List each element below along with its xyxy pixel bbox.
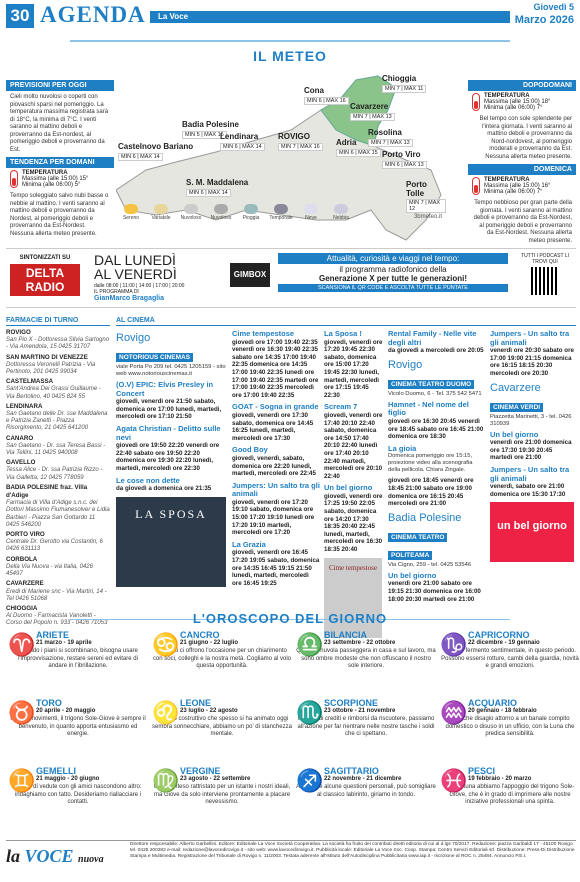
film-showtimes: venerdì ore 20:30 sabato ore 17:00 19:00 21:15 domenica ore 16:15 18:15 20:30 mercoledì ore 20:30	[490, 347, 574, 377]
pharmacy-city: GAVELLO	[6, 459, 36, 467]
cinema-city: Rovigo	[116, 332, 151, 344]
ad-left: SINTONIZZATI SU DELTA RADIO	[10, 255, 80, 296]
film-title: Rental Family - Nelle vite degli altri	[388, 329, 477, 347]
sign-ariete	[8, 630, 148, 671]
film-title: Le cose non dette	[116, 475, 180, 485]
thermometer-icon	[472, 93, 480, 111]
film-list	[490, 330, 576, 378]
pharmacy-item	[6, 531, 110, 554]
poster-cime-tempestose: Cime tempestose	[324, 558, 382, 638]
sign-name: SAGITTARIO	[324, 766, 379, 776]
domenica-label: DOMENICA	[468, 164, 576, 175]
zodiac-icon: ♈	[8, 632, 36, 657]
temp-max: Massima (alle 15:00) 15°	[22, 176, 89, 182]
city-porto-viro: Porto Viro MIN 6 | MAX 13	[382, 150, 427, 169]
legend-nuvoloso-icon: Nuvoloso	[176, 204, 206, 221]
city-sm-maddalena: S. M. Maddalena MIN 6 | MAX 14	[186, 178, 249, 196]
zodiac-icon: ♋	[152, 632, 180, 657]
pharmacy-city: PORTO VIRO	[6, 531, 45, 539]
sign-name: VERGINE	[180, 766, 221, 776]
sign-acquario	[440, 698, 580, 739]
sign-text: Un malinteso rattristato per un istante i nostri ideali, ma Giove da solo interviene prontamente a placare nevessismo.	[153, 784, 291, 805]
legend-nebbia-icon: Nebbia	[326, 204, 356, 221]
sign-text: Qualche nuvola passeggera in casa e sul lavoro, ma sono ombre modeste che non offuscano il nostro sole interiore.	[296, 648, 436, 669]
footer-credits: Direttore responsabile: Alberto Garbellini. Editore: Editoriale La Voce Società Cooperativa. La società ha fruito dei contributi diretti editoria di cui al d.lgs 70/2017. Redazione: piazza Garibaldi 17 - 45100 Rovigo tel. 0425 200282 e-mail: redazione@lavocedirovigo.it - sito web: www.lavocedirovigo.it. Pubblicità locale: Editoriale La Voce Soc. Coop. Stampa: Centro Servizi Editoriali srl. Distribuzione: Press-Di Distribuzione Stampa e Multimedia. Registrazione del Tribunale di Rovigo n. 11/2003. Testata aderente all'Istituto dell'Autodisciplina Pubblicitaria www.iap.it - Iscrizione al ROC n. 25484. Annuncio P.E.I.	[130, 842, 575, 859]
radio-ad	[6, 248, 576, 308]
cinema-address: Piazzetta Marinetti, 3 - tel. 0426 310939	[490, 413, 572, 427]
sign-text: Qualche disagio attorno a un banale compito domestico o disuso in un ufficio, con la Luna che predica sensibilità.	[445, 716, 575, 737]
sign-name: CAPRICORNO	[468, 630, 530, 640]
sign-name: ARIETE	[36, 630, 70, 640]
sign-name: CANCRO	[180, 630, 220, 640]
film-showtimes: giovedì ore 18:45 venerdì ore 18:45 21:00 sabato ore 19:00 domenica ore 16:15 20:45 mercoledì ore 21:00	[388, 477, 474, 508]
city-lendinara: Lendinara MIN 6 | MAX 14	[220, 132, 265, 151]
film-showtimes: venerdì, sabato ore 21:00 domenica ore 15:30 17:30	[490, 483, 566, 498]
sign-dates: 23 ottobre - 21 novembre	[324, 708, 396, 714]
film-title: Jumpers - Un salto tra gli animali	[490, 329, 570, 347]
cinema-address: viale Porta Po 209 tel. 0425 1205159 - sito web www.notoriouscinemas.it	[116, 364, 226, 377]
zodiac-icon: ♍	[152, 768, 180, 793]
temp-label: TEMPERATURA	[484, 93, 530, 99]
sign-dates: 19 febbraio - 20 marzo	[468, 776, 532, 782]
zodiac-icon: ♑	[440, 632, 468, 657]
zodiac-icon: ♌	[152, 700, 180, 725]
film-list	[490, 431, 576, 499]
film-title: La Sposa !	[324, 329, 362, 338]
pharmacy-city: CAVARZERE	[6, 580, 44, 588]
divider	[70, 40, 510, 42]
film-showtimes: giovedì, venerdì ore 17:20 19:10 sabato, domenica ore 15:00 17:20 19:10 lunedì ore 17:20 19:10 martedì, mercoledì ore 17:20	[232, 498, 315, 537]
sign-dates: 23 agosto - 22 settembre	[180, 776, 251, 782]
film-title: La Grazia	[232, 539, 266, 549]
cinema-title: AL CINEMA	[116, 316, 576, 326]
film-title: Jumpers - Un salto tra gli animali	[490, 464, 570, 483]
ad-podcast: TUTTI I PODCAST LI TROVI QUI	[518, 253, 572, 297]
city-badia-polesine: Badia Polesine MIN 5 | MAX 15	[182, 120, 239, 138]
dopodomani-text: Bel tempo con sole splendente per l'intera giornata. I venti saranno al mattino deboli e proverranno da Nord-nordovest, al pomeriggio moderati e proverranno da Est. Nessuna allerta meteo presente.	[479, 116, 572, 160]
film-showtimes: giovedì, venerdì ore 17:25 19:50 22:05 sabato, domenica ore 14:20 17:30 18:35 20:40 22:45 lunedì, martedì, mercoledì ore 16:30 18:35 20:40	[324, 492, 383, 554]
farmacie-list	[6, 329, 110, 628]
film-showtimes: venerdì ore 21:00 domenica ore 17:30 19:30 20:45 martedì ore 21:00	[490, 439, 572, 462]
sign-text: I pianeti ci offrono l'occasione per un chiarimento con soci, colleghi e la nostra metà. Cogliamo al volo questa opportunità.	[152, 648, 292, 669]
sign-name: SCORPIONE	[324, 698, 379, 708]
sign-name: LEONE	[180, 698, 212, 708]
film-showtimes: giovedì, venerdì ore 17:40 20:10 22:40 sabato, domenica ore 14:50 17:40 20:10 22:40 lunedì ore 17:40 20:10 22:40 martedì, mercoledì ore 20:10 22:40	[324, 411, 383, 480]
pharmacy-address: Dottoressa Veronelli Patrizia - Via Pertinoto, 201 0425 99034	[6, 361, 96, 376]
sign-name: PESCI	[468, 766, 496, 776]
delta-radio-logo: DELTA RADIO	[10, 264, 80, 296]
zodiac-icon: ♒	[440, 700, 468, 725]
farmacie-section	[6, 316, 110, 630]
film-title: Un bel giorno	[324, 483, 373, 493]
film-list	[388, 330, 486, 355]
legend-pioggia-icon: Pioggia	[236, 204, 266, 221]
poster-un-bel-giorno: un bel giorno	[490, 502, 574, 562]
sign-gemelli	[8, 766, 148, 807]
film-title: (O.V) EPIC: Elvis Presley in Concert	[116, 380, 214, 398]
pharmacy-address: San Gaetano delle Dr. sse Maddalena e Patrizia Zanetti - Piazza Risorgimento, 21 0425 641200	[6, 411, 108, 432]
film-title: Un bel giorno	[490, 429, 539, 439]
sign-dates: 20 gennaio - 18 febbraio	[468, 708, 537, 714]
cinema-banner: POLITEAMA	[388, 551, 432, 560]
pharmacy-item	[6, 378, 110, 401]
city-cavarzere: Cavarzere MIN 7 | MAX 13	[350, 102, 395, 121]
temp-min: Minima (alle 06:00) 5°	[22, 182, 81, 188]
polesine-map	[116, 70, 446, 270]
sign-bilancia	[296, 630, 436, 671]
pharmacy-address: Della Via Nuova - via Italia, 0426 45497	[6, 563, 93, 578]
film-showtimes: da giovedì a domenica ore 21:35	[116, 485, 212, 493]
zodiac-icon: ♐	[296, 768, 324, 793]
film-title: Cime tempestose	[232, 329, 295, 338]
sign-scorpione	[296, 698, 436, 739]
sign-dates: 23 settembre - 22 ottobre	[324, 640, 396, 646]
cinema-address: Via Cigno, 259 - tel. 0425 53546	[388, 561, 472, 568]
legend-sereno-icon: Sereno	[116, 204, 146, 221]
sign-dates: 21 giugno - 22 luglio	[180, 640, 239, 646]
city-rovigo: ROVIGO MIN 7 | MAX 16	[278, 132, 323, 151]
header-tag: La Voce	[150, 11, 510, 23]
legend-coperto-icon: Nuvoloso	[206, 204, 236, 221]
sign-text: Impulso costruttivo che spesso si ha animato oggi sembra sonnecchiare, abbiamo un po' di stanchezza mentale.	[152, 716, 292, 737]
zodiac-icon: ♓	[440, 768, 468, 793]
sign-name: TORO	[36, 698, 62, 708]
pharmacy-item	[6, 484, 110, 529]
film-showtimes: giovedì ore 17:00 19:40 22:35 venerdì ore 16:30 19:40 22:35 sabato ore 14:35 17:00 19:40 22:35 domenica ore 14:35 17:00 19:40 22:35 lunedì ore 17:00 19:40 22:35 martedì ore 17:00 19:40 22:35 mercoledì ore 17:00 19:40 22:35	[232, 338, 319, 399]
film-title: Hamnet - Nel nome del figlio	[388, 399, 469, 418]
sign-sagittario	[296, 766, 436, 799]
gimbox-logo: GIMBOX	[230, 263, 270, 287]
pharmacy-address: Tessa Alice - Dr. ssa Patrizia Rizzo - Via Galletta, 12 0425 778059	[6, 467, 103, 481]
qr-code-icon	[531, 267, 559, 295]
cinema-banner: CINEMA VERDI	[490, 403, 543, 412]
temp-label: TEMPERATURA	[22, 170, 68, 176]
section-title: AGENDA	[40, 2, 146, 27]
film-note: Domenica pomeriggio ore 15:15, proiezione video alla scenografia della pellicola. Chiara Zingale.	[388, 453, 473, 474]
pharmacy-city: CHIOGGIA	[6, 604, 38, 612]
sign-dates: 22 dicembre - 19 gennaio	[468, 640, 540, 646]
pharmacy-address: San Gaetano - Dr. ssa Teresa Bassi - Via Tellini, 11 0425 940008	[6, 442, 106, 457]
cinema-col-5	[490, 330, 576, 562]
film-showtimes: giovedì, venerdì ore 17:30 sabato, domenica ore 14:45 16:25 lunedì, martedì, mercoledì ore 17:30	[232, 411, 314, 442]
legend-variabile-icon: Variabile	[146, 204, 176, 221]
cinema-section	[116, 316, 580, 326]
header-day: Giovedì 5	[533, 2, 574, 12]
film-title: Good Boy	[232, 445, 268, 455]
sign-dates: 20 aprile - 20 maggio	[36, 708, 96, 714]
zodiac-icon: ♊	[8, 768, 36, 793]
city-cona: Cona MIN 6 | MAX 16	[304, 86, 349, 105]
sign-name: ACQUARIO	[468, 698, 517, 708]
film-title: La gioia	[388, 443, 417, 453]
city-rosolina: Rosolina MIN 7 | MAX 13	[368, 128, 413, 147]
film-showtimes: giovedì ore 16:30 20:45 venerdì ore 18:45 sabato ore 16:45 21:00 domenica ore 18:30	[388, 417, 484, 441]
film-title: Scream 7	[324, 402, 358, 412]
film-list	[388, 572, 486, 603]
sign-dates: 21 marzo - 19 aprile	[36, 640, 92, 646]
pharmacy-item	[6, 329, 110, 352]
cinema-col-1	[116, 330, 228, 587]
header-date: Marzo 2026	[514, 14, 574, 26]
farmacie-title: FARMACIE DI TURNO	[6, 316, 110, 326]
pharmacy-city: CASTELMASSA	[6, 378, 54, 386]
pharmacy-address: Eredi di Mariene snc - Via Martiri, 14 - Tel 0426 51068	[6, 588, 107, 602]
la-voce-logo: la VOCE nuova	[6, 846, 104, 866]
cinema-banner: CINEMA TEATRO DUOMO	[388, 380, 474, 389]
thermometer-icon	[10, 170, 18, 188]
zodiac-icon: ♉	[8, 700, 36, 725]
city-chioggia: Chioggia MIN 7 | MAX 11	[382, 74, 426, 93]
cinema-col-2	[232, 330, 320, 591]
domenica-text: Tempo nebbioso per gran parte della giornata. I venti saranno al mattino deboli e proverranno da Est-Nordest, al pomeriggio deboli e proverranno da Est-Nordest. Nessuna allerta meteo presente.	[473, 200, 572, 244]
city-porto-tolle: Porto Tolle MIN 7 | MAX 12	[406, 180, 446, 213]
sign-capricorno	[440, 630, 580, 671]
film-showtimes: da giovedì a mercoledì ore 20:05	[388, 347, 484, 355]
prev-oggi-label: PREVISIONI PER OGGI	[6, 80, 114, 91]
sign-pesci	[440, 766, 580, 807]
tendenza-label: TENDENZA PER DOMANI	[6, 157, 114, 168]
cinema-address: Vicolo Duomo, 6 - Tel. 375 542 5471	[388, 390, 482, 397]
temp-label: TEMPERATURA	[484, 177, 530, 183]
film-showtimes: giovedì, venerdì ore 21:50 sabato, domenica ore 17:00 lunedì, martedì, mercoledì ore 17:10 21:50	[116, 398, 222, 421]
sign-name: GEMELLI	[36, 766, 76, 776]
city-castelnovo-bariano: Castelnovo Bariano MIN 6 | MAX 14	[118, 142, 194, 160]
zodiac-icon: ♏	[296, 700, 324, 725]
pharmacy-city: LENDINARA	[6, 402, 43, 410]
domenica-temp	[468, 175, 576, 197]
prev-oggi-text: Cieli molto nuvolosi o coperti con piovaschi sparsi nel pomeriggio. La temperatura massima registrata sarà di 18°C, la minima di 7°C. I venti saranno al mattino deboli e proverranno da Est-nordest, al pomeriggio deboli e proverranno da Est.	[10, 94, 109, 153]
film-title: Un bel giorno	[388, 570, 437, 580]
page-number: 30	[6, 4, 34, 28]
meteo-right-col	[468, 80, 576, 248]
pharmacy-city: CORBOLA	[6, 555, 38, 563]
sign-text: In virtù movimenti, il trigono Sole-Giove è sempre il benvenuto, in quanto apporta entusiasmo ed energie.	[10, 716, 146, 737]
dopodomani-label: DOPODOMANI	[468, 80, 576, 91]
sign-dates: 23 luglio - 22 agosto	[180, 708, 238, 714]
meteo-title: IL METEO	[253, 48, 327, 64]
ad-tagline: Attualità, curiosità e viaggi nel tempo: il programma radiofonico della Generazione X per tutte le generazioni! SCANSIONA IL QR CODE E ASCOLTA TUTTE LE PUNTATE	[278, 253, 508, 292]
tendenza-temp	[6, 168, 114, 190]
temp-min: Minima (alle 06:00) 7°	[484, 105, 543, 111]
film-list	[324, 330, 384, 554]
film-title: Jumpers: Un salto tra gli animali	[232, 480, 320, 499]
cinema-banner: CINEMA TEATRO	[388, 533, 447, 542]
sign-text: Quando i piani si scombinano, bisogna usare l'improvvisazione, restare sereni ed evitare di andare in l'ibrillazione.	[18, 648, 138, 669]
sign-name: BILANCIA	[324, 630, 367, 640]
temp-min: Minima (alle 06:00) 7°	[484, 189, 543, 195]
zodiac-icon: ♎	[296, 632, 324, 657]
city-adria: Adria MIN 6 | MAX 15	[336, 138, 381, 157]
poster-la-sposa: LA SPOSA	[116, 497, 226, 587]
sign-vergine	[152, 766, 292, 807]
sign-cancro	[152, 630, 292, 671]
temp-max: Massima (alle 15:00) 18°	[484, 99, 551, 105]
temp-max: Massima (alle 15:00) 16°	[484, 183, 551, 189]
sign-toro	[8, 698, 148, 739]
sign-leone	[152, 698, 292, 739]
pharmacy-city: BADIA POLESINE fraz. Villa d'Adige	[6, 483, 88, 500]
cinema-city: Cavarzere	[490, 381, 541, 394]
film-title: GOAT - Sogna in grande	[232, 402, 319, 412]
legend-temporale-icon: Temporale	[266, 204, 296, 221]
sign-text: Grande fermento sentimentale, in questo periodo. Possono essersi rotture, cambi della guardia, novità e grandi emozioni.	[441, 648, 579, 669]
film-showtimes: venerdì ore 21:00 sabato ore 19:15 21:30 domenica ore 16:00 18:00 20:30 martedì ore 21:00	[388, 580, 481, 603]
film-showtimes: giovedì, venerdì, sabato, domenica ore 22:20 lunedì, martedì, mercoledì ore 22:45	[232, 454, 316, 478]
pharmacy-item	[6, 459, 110, 482]
sign-text: Per fortuna abbiamo l'appoggio del trigono Sole-Giove, che è in grado di imprimere alle nostre iniziative professionali una spinta.	[445, 784, 575, 805]
pharmacy-city: CANARO	[6, 434, 34, 442]
pharmacy-address: Sant'Andrea Dei Grassi Guillaume - Via Bertolino, 40 0425 824 55	[6, 386, 101, 400]
film-showtimes: giovedì ore 19:50 22:20 venerdì ore 22:40 sabato ore 19:50 22:20 domenica ore 19:30 22:20 lunedì, martedì, mercoledì ore 22:30	[116, 442, 220, 472]
oroscopo-title: L'OROSCOPO DEL GIORNO	[192, 611, 388, 626]
cinema-city: Badia Polesine	[388, 511, 462, 524]
pharmacy-item	[6, 580, 110, 603]
film-title: Agata Christian - Delitto sulle nevi	[116, 423, 221, 442]
cinema-city: Rovigo	[388, 358, 423, 371]
film-list	[116, 381, 228, 493]
pharmacy-address: Centrale Dr. Gerotto via Costantin, 6 0426 631113	[6, 539, 103, 553]
film-list	[388, 401, 486, 508]
tendenza-text: Tempo soleggiato salvo nubi basse o nebbie al mattino. I venti saranno al mattino deboli e proverranno da Nordest, al pomeriggio deboli e proverranno da Est-Nordest. Nessuna allerta meteo presente.	[10, 193, 109, 237]
pharmacy-city: ROVIGO	[6, 329, 31, 336]
pharmacy-item	[6, 403, 110, 433]
pharmacy-address: Farmacia di Villa d'Adige s.n.c. dei Dottori Massimo Fiumanesolver e Lidia Barbieri - Piazza San Gottardo 11 0425 546200	[6, 500, 110, 528]
pharmacy-item	[6, 354, 110, 377]
sign-dates: 22 novembre - 21 dicembre	[324, 776, 402, 782]
sign-text: I dividi di vedute con gli amici nascondono altro: indaghiamo con tatto. Desideriamo riallacciare i contatti.	[14, 784, 142, 805]
pharmacy-address: San Pio X - Dottoressa Silvia Sartogno - Via Amendola, 15 0425 31707	[6, 337, 110, 351]
dopodomani-temp	[468, 91, 576, 113]
sign-text: Affrontare alcune questioni personali, può somigliare al classico labirinto, giriamo in tondo.	[296, 784, 436, 798]
film-showtimes: giovedì, venerdì ore 16:45 17:20 19:05 sabato, domenica ore 14:35 16:45 19:15 21:50 lunedì, martedì, mercoledì ore 16:45 19:25	[232, 549, 320, 587]
pharmacy-item	[6, 556, 110, 579]
cinema-banner: NOTORIOUS CINEMAS	[116, 353, 193, 362]
sign-dates: 21 maggio - 20 giugno	[36, 776, 100, 782]
sign-text: In caso di crediti e rimborsi da riscuotere, passiamo all'azione per far rientrare nelle nostre tasche i soldi che ci spettano.	[297, 716, 435, 737]
weather-legend	[116, 200, 446, 228]
oroscopo-grid	[0, 630, 580, 836]
legend-neve-icon: Neve	[296, 204, 326, 221]
film-list	[232, 330, 320, 587]
meteo-source: 3bmeteo.it	[413, 214, 442, 220]
pharmacy-address: Al Duomo - Farmacista Vanoletti - Corso del Popolo n. 933 - 0426 71053	[6, 613, 108, 627]
ad-schedule: DAL LUNEDÌ AL VENERDÌ dalle 08:00 | 11:00 | 14:00 | 17:00 | 20:00 IL PROGRAMMA DI GianMarco Bragaglia	[94, 252, 185, 302]
thermometer-icon	[472, 177, 480, 195]
cinema-col-3	[324, 330, 384, 638]
film-showtimes: giovedì, venerdì ore 17:20 19:45 22:30 sabato, domenica ore 15:00 17:20 19:45 22:30 lunedì, martedì, mercoledì ore 17:15 19:45 22:30	[324, 338, 383, 399]
pharmacy-item	[6, 435, 110, 458]
pharmacy-city: SAN MARTINO DI VENEZZE	[6, 353, 88, 361]
meteo-left-col	[6, 80, 114, 241]
cinema-col-4	[388, 330, 486, 607]
